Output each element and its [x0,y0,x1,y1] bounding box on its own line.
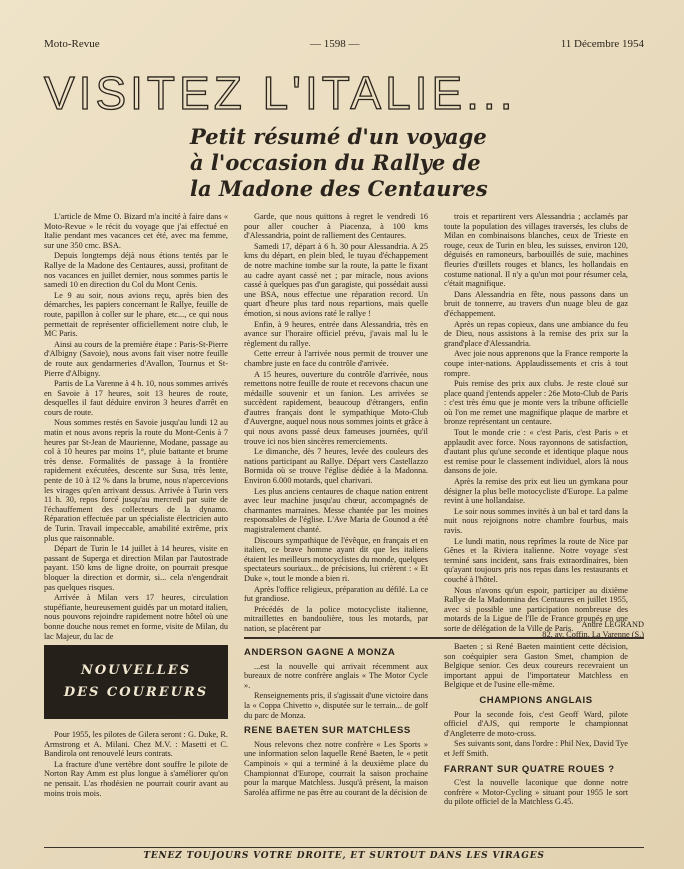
paragraph: Après la remise des prix eut lieu un gymkana pour désigner la plus belle motocycliste d'Europe. La palme revint à une hollandaise. [444,477,628,506]
paragraph: Avec joie nous apprenons que la France remporte la coupe inter-nations. Applaudissements et cris à tout rompre. [444,349,628,378]
section-divider [244,637,644,639]
page-number: — 1598 — [310,38,360,50]
author-address: 82, av. Coffin, La Varenne (S.) [542,630,644,639]
paragraph: Départ de Turin le 14 juillet à 14 heures, visite en passant de Superga et direction Milan par l'autostrade payant. 150 kms de ligne droite, on pourrait presque bloquer la direction et dormir, si... cela n'engendrait pas quelques risques. [44,544,228,592]
paragraph: ...est la nouvelle qui arrivait récemment aux bureaux de notre confrère anglais « The Motor Cycle ». [244,661,428,690]
paragraph: Discours sympathique de l'évêque, en français et en italien, ce brave homme ayant dit que les italiens étaient les meilleurs motocyclistes du monde, quelques spectateurs souriaux... de précisions, lui crièrent : « Et Duke », tout le monde a bien ri. [244,535,428,583]
paragraph: Baeten ; si René Baeten maintient cette décision, son coéquipier sera Gaston Smet, champion de Belgique senior. Ces deux coureurs recevraient un important appui de l'importateur Matchless en Belgique et de l'usine elle-même. [444,642,628,690]
paragraph: Cette erreur à l'arrivée nous permit de trouver une chambre juste en face du contrôle d'arrivée. [244,349,428,368]
paragraph: trois et repartirent vers Alessandria ; acclamés par toute la population des villages traversés, les clubs de Milan en combinaisons blanches, ceux de Trieste en rouge, ceux de Turin en bleu, les suisses, environ 120, déguisés en ramoneurs, barbouillés de suie, machines fleuries d'œillets rouges et blancs, les hollandais en costume national. Il n'y a qu'un mot pour résumer cela, c'était magnifique. [444,212,628,289]
page-header [44,38,644,54]
paragraph: Le soir nous sommes invités à un bal et tard dans la nuit nous rejoignons notre chambre fourbus, mais ravis. [444,506,628,535]
paragraph: Garde, que nous quittons à regret le vendredi 16 pour aller coucher à Piacenza, à 100 kms d'Alessandria, point de ralliement des Centaures. [244,212,428,241]
nouvelles-banner [44,645,228,719]
page-footer-slogan: TENEZ TOUJOURS VOTRE DROITE, ET SURTOUT DANS LES VIRAGES [44,847,644,861]
paragraph: Nous sommes restés en Savoie jusqu'au lundi 12 au matin et nous avons repris la route du Mont-Cenis à 7 heures par St-Jean de Maurienne, Modane, passage au col à 10 heures par moins 1°, pluie battante et brume très dense. Formalités de passage à la frontière rapidement exécutées, descente sur Susa, très lente, pente de 10 à 12 % dans la brume, nous n'apercevions les virages qu'en arrivant dessus. Arrivée à Turin vers 11 h. 30, repos forcé jusqu'au mercredi par suite de l'échauffement des collecteurs de la dynamo. Réparation effectuée par un spécialiste électricien auto de Turin. Travail impeccable, amabilité extrême, prix plus que raisonnable. [44,418,228,543]
paragraph: Le dimanche, dès 7 heures, levée des couleurs des nations participant au Rallye. Départ vers Castellazzo Bormida où se trouve l'église dédiée à la Madonna. Environ 6.000 motards, quel charivari. [244,447,428,486]
news-column-2 [244,642,428,840]
subtitle-line-3: la Madone des Centaures [190,176,488,201]
paragraph: Tout le monde crie : « c'est Paris, c'est Paris » et applaudit avec force. Nous rayonnons de satisfaction, d'autant plus qu'une seconde et identique plaque nous est remise pour le classement individuel, alors là nous dansons de joie. [444,428,628,476]
paragraph: A 15 heures, ouverture du contrôle d'arrivée, nous remettons notre feuille de route et recevons chacun une médaille souvenir et un fanion. Les arrivées se succèdent rapidement, beaucoup d'étrangers, enfin d'autres français dont le sympathique Moto-Club d'Auvergne, auquel nous nous sommes joints et grâce à qui nous avons passé deux fameuses journées, qu'il trouve ici nos bien sincères remerciements. [244,369,428,446]
magazine-name: Moto-Revue [44,38,100,50]
paragraph: L'article de Mme O. Bizard m'a incité à faire dans « Moto-Revue » le récit du voyage que j'ai effectué en Italie pendant mes vacances cet été, avec ma femme, sur une 350 cmc. BSA. [44,212,228,250]
paragraph: Le 9 au soir, nous avions reçu, après bien des démarches, les papiers concernant le Rallye, feuille de route, papillon à coller sur le phare, etc..., ce qui nous permettait de représenter officiellement notre club, le MC Paris. [44,290,228,339]
paragraph: La fracture d'une vertèbre dont souffre le pilote de Norton Ray Amm est plus longue à s'améliorer qu'on ne pensait. L'as rhodésien ne pourrait courir avant au moins trois mois. [44,759,228,798]
article-subtitle [190,124,650,202]
news-column-3 [444,642,628,840]
paragraph: Ses suivants sont, dans l'ordre : Phil Nex, David Tye et Jeff Smith. [444,739,628,758]
paragraph: Depuis longtemps déjà nous étions tentés par le Rallye de la Madone des Centaures, aussi, profitant de nos vacances en juillet dernier, nous sommes partis le samedi 10 en direction du Col du Mont Cenis. [44,251,228,290]
paragraph: Précédés de la police motocycliste italienne, mitraillettes en bandoulière, tous les motards, par nation, se placèrent par [244,604,428,633]
issue-date: 11 Décembre 1954 [560,38,644,50]
nouvelles-column [44,730,228,840]
paragraph: Après un repas copieux, dans une ambiance du feu de Dieu, nous assistons à la remise des prix sur la grand'place d'Alessandria. [444,319,628,348]
article-title: VISITEZ L'ITALIE... [44,67,517,119]
paragraph: C'est la nouvelle laconique que donne notre confrère « Motor-Cycling » situant pour 1955 le sort du pilote officiel de la Matchless G.45. [444,778,628,807]
article-column-2 [244,212,428,632]
paragraph: Puis remise des prix aux clubs. Je reste cloué sur place quand j'entends appeler : 26e Moto-Club de Paris : c'est très ému que je monte vers la tribune officielle où l'on me remet une magnifique plaque de marbre et bronze représentant un centaure. [444,379,628,427]
paragraph: Samedi 17, départ à 6 h. 30 pour Alessandria. A 25 kms du départ, en plein bled, le tuyau d'échappement de notre machine tombe sur la route, la patte le fixant au cadre ayant cassé net ; par miracle, nous avions cassé à quelques pas d'un garagiste, qui possédait aussi une BSA, nous effectue une réparation record. Un quart d'heure plus tard nous repartions, mais quelle émotion, si nous avions raté le rallye ! [244,241,428,318]
farrant-heading: FARRANT SUR QUATRE ROUES ? [444,763,615,775]
paragraph: Nous relevons chez notre confrère « Les Sports » une information selon laquelle René Baeten, le « petit Campinois » qui a terminé à la deuxième place du Championnat d'Europe, courrait la saison prochaine pour la marque Matchless. Jusqu'à présent, la maison Saroléa affirme ne pas être au courant de la décision de [244,739,428,797]
paragraph: Après l'office religieux, préparation au défilé. La ce fut grandiose. [244,584,428,604]
paragraph: Nous n'avons qu'un espoir, participer au dixième Rallye de la Madonnina des Centaures en juillet 1955, avec si possible une participation nombreuse des motards de la Ligue de l'Ile de France groupés en une sorte de délégation de la Ville de Paris. [444,585,628,633]
paragraph: Renseignements pris, il s'agissait d'une victoire dans la « Coppa Chivetto », disputée sur le terrain... de golf du parc de Monza. [244,691,428,720]
champions-heading: CHAMPIONS ANGLAIS [479,694,593,706]
paragraph: Partis de La Varenne à 4 h. 10, nous sommes arrivés en Savoie à 17 heures, soit 13 heures de route, desquelles il faut déduire environ 3 heures d'arrêt en cours de route. [44,379,228,417]
baeten-heading: RENE BAETEN SUR MATCHLESS [244,725,411,737]
paragraph: Les plus anciens centaures de chaque nation entrent avec leur machine jusqu'au chœur, accompagnés de charmantes marraines. Messe chantée par les moines responsables de l'église. L'Ave Maria de Gounod a été magistralement chanté. [244,486,428,534]
paragraph: Pour 1955, les pilotes de Gilera seront : G. Duke, R. Armstrong et A. Milani. Chez M.V. : Masetti et C. Bandirola ont renouvelé leurs contrats. [44,730,228,759]
author-name: André LEGRAND [581,620,644,629]
subtitle-line-1: Petit résumé d'un voyage [190,124,487,149]
article-column-1 [44,212,228,641]
paragraph: Ainsi au cours de la première étape : Paris-St-Pierre d'Albigny (Savoie), nous avons fait viser notre feuille de route aux gendarmeries d'Avallon, Tournus et St-Pierre d'Albigny. [44,339,228,378]
paragraph: Arrivée à Milan vers 17 heures, circulation stupéfiante, heureusement guidés par un motard italien, nous pouvons rejoindre rapidement notre hôtel où une bonne douche nous remet en forme, visite de Milan, du lac Majeur, du lac de [44,593,228,641]
nouvelles-title-line-2: DES COUREURS [63,685,209,700]
paragraph: Le lundi matin, nous reprîmes la route de Nice par Gênes et la Riviera italienne. Notre voyage s'est terminé sans incident, sans frais extraordinaires, bien qu'ayant toujours pris nos repas dans les restaurants et couché à l'hôtel. [444,536,628,584]
paragraph: Enfin, à 9 heures, entrée dans Alessandria, très en avance sur l'horaire officiel prévu, j'avais mal lu le règlement du rallye. [244,319,428,348]
paragraph: Pour la seconde fois, c'est Geoff Ward, pilote officiel d'AJS, qui remporte le championnat d'Angleterre de moto-cross. [444,709,628,738]
anderson-heading: ANDERSON GAGNE A MONZA [244,647,396,658]
subtitle-line-2: à l'occasion du Rallye de [190,150,481,175]
paragraph: Dans Alessandria en fête, nous passons dans un bruit de tonnerre, au travers d'un nuage bleu de gaz d'échappement. [444,289,628,318]
nouvelles-title-line-1: NOUVELLES [80,663,192,678]
